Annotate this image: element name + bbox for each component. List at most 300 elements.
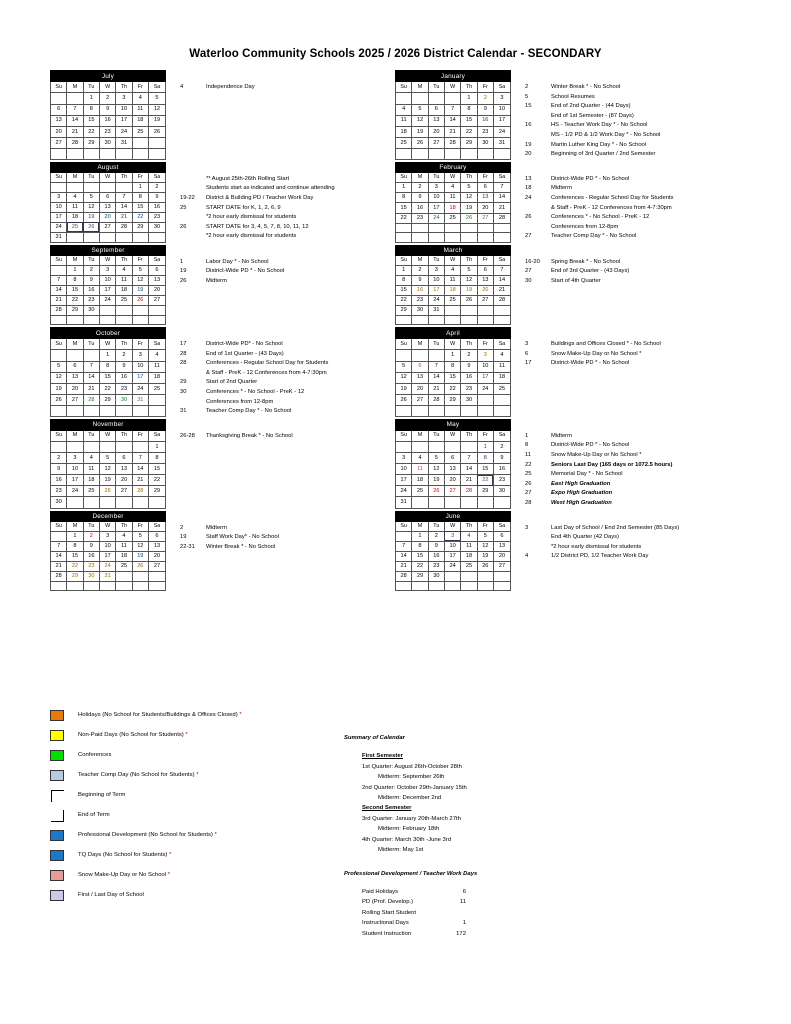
dow-header: Su <box>51 82 67 93</box>
month-row <box>0 327 791 417</box>
note-item <box>180 398 395 407</box>
note-text: Seniors Last Day (165 days or 1072.5 hours) <box>551 461 673 468</box>
note-date: 16 <box>525 122 532 129</box>
day-cell: 19 <box>148 115 165 126</box>
day-cell: 17 <box>116 115 132 126</box>
note-date: 18 <box>525 185 532 192</box>
day-cell <box>148 497 165 508</box>
day-cell: 4 <box>396 104 412 115</box>
day-cell: 25 <box>396 138 412 149</box>
day-cell: 4 <box>444 265 460 275</box>
day-cell: 13 <box>148 541 165 551</box>
note-text: West High Graduation <box>551 499 612 506</box>
day-cell: 14 <box>116 202 132 212</box>
day-cell: 12 <box>396 372 412 383</box>
day-cell <box>116 497 132 508</box>
note-item <box>525 543 740 552</box>
day-cell: 27 <box>116 486 132 497</box>
day-cell: 7 <box>444 104 460 115</box>
day-cell <box>493 305 510 315</box>
day-cell: 13 <box>493 541 510 551</box>
day-cell <box>148 581 165 590</box>
day-cell <box>83 149 99 159</box>
dow-header: Su <box>396 339 412 350</box>
dow-header: Su <box>396 430 412 441</box>
page-title: Waterloo Community Schools 2025 / 2026 District Calendar - SECONDARY <box>189 48 602 60</box>
note-item <box>180 213 395 222</box>
day-cell <box>132 315 148 324</box>
day-cell: 11 <box>444 193 460 203</box>
day-cell: 30 <box>477 138 493 149</box>
day-cell: 11 <box>83 464 99 475</box>
day-cell <box>428 581 444 590</box>
day-cell <box>51 441 67 452</box>
note-date: 26-28 <box>180 432 195 439</box>
note-date <box>180 232 206 241</box>
calendar-grid-area <box>0 70 791 591</box>
day-cell <box>444 571 460 581</box>
day-cell: 2 <box>83 531 99 541</box>
day-cell: 10 <box>477 361 493 372</box>
day-cell: 14 <box>444 115 460 126</box>
dow-header: Th <box>116 172 132 182</box>
day-cell: 25 <box>444 213 460 223</box>
month-table-april <box>395 327 511 417</box>
legend-label: Non-Paid Days (No School for Students) * <box>78 732 188 738</box>
day-cell <box>148 138 165 149</box>
note-text: End of 1st Quarter - (43 Days) <box>206 350 284 357</box>
dow-header: W <box>99 339 115 350</box>
day-cell: 24 <box>132 383 148 394</box>
day-cell: 7 <box>493 265 510 275</box>
day-cell: 6 <box>493 531 510 541</box>
dow-header: Fr <box>477 82 493 93</box>
note-date <box>525 543 551 552</box>
dow-header: Th <box>116 430 132 441</box>
note-item <box>525 141 740 150</box>
dow-header: Su <box>51 521 67 531</box>
legend-label: Teacher Comp Day (No School for Students) * <box>78 772 199 778</box>
note-date <box>180 398 206 407</box>
day-cell: 28 <box>396 571 412 581</box>
note-date: 15 <box>525 103 532 110</box>
note-text: Teacher Comp Day * - No School <box>206 408 292 415</box>
dow-header: Th <box>461 339 477 350</box>
note-item <box>180 258 395 267</box>
day-cell <box>99 149 115 159</box>
day-cell: 20 <box>493 551 510 561</box>
day-cell <box>477 497 493 508</box>
day-cell: 13 <box>412 372 428 383</box>
day-cell: 15 <box>444 372 460 383</box>
note-text: District-Wide PD * - No School <box>551 360 630 367</box>
day-cell: 12 <box>428 464 444 475</box>
day-cell <box>412 93 428 104</box>
dow-header: Th <box>116 255 132 265</box>
day-cell: 16 <box>428 551 444 561</box>
day-cell <box>67 350 83 361</box>
day-cell: 19 <box>461 203 477 213</box>
day-cell: 9 <box>116 361 132 372</box>
note-item <box>180 533 395 542</box>
day-cell: 23 <box>477 126 493 137</box>
dow-header: M <box>67 339 83 350</box>
note-text: START DATE for 3, 4, 5, 7, 8, 10, 11, 12 <box>206 223 309 230</box>
note-text: End of 1st Semester - (87 Days) <box>551 112 634 119</box>
day-cell <box>99 315 115 324</box>
dow-header: Sa <box>148 172 165 182</box>
day-cell: 2 <box>412 265 428 275</box>
day-cell: 9 <box>51 464 67 475</box>
day-cell: 26 <box>461 295 477 305</box>
day-cell: 7 <box>83 361 99 372</box>
day-cell <box>444 406 460 416</box>
day-cell: 8 <box>99 361 115 372</box>
day-cell <box>396 223 412 232</box>
note-item <box>180 378 395 387</box>
legend-item <box>50 765 242 785</box>
day-cell: 16 <box>412 203 428 213</box>
note-item <box>525 432 740 441</box>
dow-header: W <box>99 255 115 265</box>
dow-header: M <box>412 339 428 350</box>
dow-header: W <box>444 430 460 441</box>
day-cell: 22 <box>461 126 477 137</box>
day-cell: 24 <box>116 126 132 137</box>
day-cell: 1 <box>396 265 412 275</box>
dow-header: Tu <box>428 255 444 265</box>
legend-item <box>50 805 242 825</box>
day-cell: 14 <box>51 551 67 561</box>
day-cell: 13 <box>477 275 493 285</box>
month-row <box>0 162 791 243</box>
legend-swatch <box>50 890 64 901</box>
note-item <box>180 432 395 441</box>
note-date: 3 <box>525 524 529 531</box>
day-cell: 6 <box>148 265 165 275</box>
note-item <box>525 359 740 368</box>
dow-header: Fr <box>132 521 148 531</box>
day-cell: 9 <box>477 104 493 115</box>
day-cell <box>83 315 99 324</box>
legend-swatch <box>50 710 64 721</box>
day-cell: 29 <box>396 305 412 315</box>
day-cell: 1 <box>412 531 428 541</box>
day-cell <box>444 223 460 232</box>
note-item <box>525 204 740 213</box>
day-cell: 18 <box>444 285 460 295</box>
day-cell: 25 <box>116 295 132 305</box>
day-cell <box>132 138 148 149</box>
day-cell: 5 <box>99 453 115 464</box>
day-cell: 13 <box>67 372 83 383</box>
note-text: Conferences * - No School - PreK - 12 <box>551 214 650 221</box>
dow-header: M <box>67 430 83 441</box>
day-cell <box>396 93 412 104</box>
day-cell: 27 <box>148 561 165 571</box>
dow-header: Tu <box>83 255 99 265</box>
day-cell: 31 <box>428 305 444 315</box>
note-text: East High Graduation <box>551 480 611 487</box>
day-cell: 6 <box>412 361 428 372</box>
day-cell: 27 <box>67 395 83 406</box>
month-name: July <box>51 71 166 82</box>
day-cell: 28 <box>493 213 510 223</box>
day-cell: 12 <box>412 115 428 126</box>
summary-line: 1st Quarter: August 26th-October 28th <box>362 763 462 770</box>
note-item <box>525 480 740 489</box>
pd-label: Paid Holidays <box>362 888 399 895</box>
day-cell: 26 <box>99 486 115 497</box>
day-cell <box>67 581 83 590</box>
note-text: Midterm <box>206 524 227 531</box>
day-cell: 29 <box>477 486 493 497</box>
day-cell: 16 <box>116 372 132 383</box>
dow-header: Fr <box>477 339 493 350</box>
day-cell: 28 <box>83 395 99 406</box>
day-cell <box>396 149 412 159</box>
day-cell: 8 <box>132 192 148 202</box>
day-cell: 11 <box>461 541 477 551</box>
note-text: & Staff - PreK - 12 Conferences from 4-7:30pm <box>206 369 327 376</box>
day-cell: 25 <box>444 295 460 305</box>
summary-line: 3rd Quarter: January 20th-March 27th <box>362 815 461 822</box>
day-cell: 1 <box>83 93 99 104</box>
legend-item <box>50 745 242 765</box>
month-name: June <box>396 511 511 521</box>
day-cell <box>51 406 67 416</box>
day-cell: 11 <box>148 361 165 372</box>
summary-of-calendar <box>344 733 477 939</box>
note-text: Expo High Graduation <box>551 490 613 497</box>
note-item <box>525 102 740 111</box>
day-cell: 20 <box>477 285 493 295</box>
note-date: 25 <box>525 471 532 478</box>
day-cell: 19 <box>477 551 493 561</box>
month-name: October <box>51 328 166 339</box>
dow-header: Tu <box>83 430 99 441</box>
day-cell: 16 <box>477 115 493 126</box>
day-cell: 13 <box>99 202 115 212</box>
day-cell: 13 <box>51 115 67 126</box>
day-cell: 9 <box>461 361 477 372</box>
day-cell: 11 <box>132 104 148 115</box>
day-cell: 17 <box>428 203 444 213</box>
day-cell: 25 <box>461 561 477 571</box>
pd-value: 172 <box>456 930 466 937</box>
day-cell: 8 <box>477 453 493 464</box>
day-cell <box>51 581 67 590</box>
day-cell: 22 <box>67 295 83 305</box>
note-text: Martin Luther King Day * - No School <box>551 141 647 148</box>
note-text: End of 2nd Quarter - (44 Days) <box>551 103 631 110</box>
note-item <box>525 350 740 359</box>
day-cell: 15 <box>396 203 412 213</box>
day-cell <box>67 497 83 508</box>
month-block-july <box>50 70 395 160</box>
month-block-november <box>50 419 395 509</box>
month-notes-february <box>511 162 740 243</box>
day-cell <box>83 497 99 508</box>
day-cell <box>67 93 83 104</box>
day-cell: 8 <box>83 104 99 115</box>
day-cell: 30 <box>99 138 115 149</box>
dow-header: Th <box>461 521 477 531</box>
day-cell: 3 <box>444 531 460 541</box>
day-cell <box>461 441 477 452</box>
note-date: 2 <box>180 524 184 531</box>
day-cell <box>412 581 428 590</box>
day-cell <box>396 406 412 416</box>
day-cell: 3 <box>428 183 444 193</box>
dow-header: Th <box>116 339 132 350</box>
month-table-september <box>50 245 166 325</box>
dow-header: Sa <box>148 430 165 441</box>
dow-header: W <box>444 339 460 350</box>
month-name: January <box>396 71 511 82</box>
dow-header: Su <box>396 82 412 93</box>
dow-header: Sa <box>148 82 165 93</box>
day-cell: 2 <box>461 350 477 361</box>
day-cell: 15 <box>83 115 99 126</box>
note-item <box>525 470 740 479</box>
note-item <box>180 184 395 193</box>
day-cell: 21 <box>493 203 510 213</box>
day-cell: 3 <box>99 265 115 275</box>
day-cell: 23 <box>83 295 99 305</box>
dow-header: Fr <box>477 172 493 182</box>
day-cell: 13 <box>444 464 460 475</box>
day-cell: 3 <box>428 265 444 275</box>
day-cell <box>396 441 412 452</box>
day-cell <box>461 149 477 159</box>
day-cell: 26 <box>396 395 412 406</box>
day-cell: 26 <box>477 561 493 571</box>
day-cell: 28 <box>132 486 148 497</box>
day-cell: 15 <box>67 551 83 561</box>
day-cell <box>444 497 460 508</box>
note-item <box>180 350 395 359</box>
day-cell: 12 <box>83 202 99 212</box>
day-cell: 29 <box>99 395 115 406</box>
note-item <box>525 267 740 276</box>
dow-header: M <box>412 521 428 531</box>
month-table-january <box>395 70 511 160</box>
legend-item <box>50 845 242 865</box>
day-cell: 17 <box>51 212 67 222</box>
day-cell: 20 <box>477 203 493 213</box>
month-table-august <box>50 162 166 243</box>
month-notes-september <box>166 245 395 325</box>
day-cell: 6 <box>51 104 67 115</box>
day-cell: 22 <box>67 561 83 571</box>
day-cell: 16 <box>83 285 99 295</box>
pd-row <box>362 897 477 907</box>
note-text: Independence Day <box>206 84 255 90</box>
day-cell: 3 <box>67 453 83 464</box>
note-date <box>525 131 551 140</box>
day-cell <box>99 232 115 242</box>
dow-header: Fr <box>477 521 493 531</box>
day-cell: 5 <box>412 104 428 115</box>
day-cell <box>461 497 477 508</box>
day-cell <box>412 149 428 159</box>
day-cell: 5 <box>51 361 67 372</box>
note-date: 19-22 <box>180 194 195 201</box>
dow-header: Tu <box>83 339 99 350</box>
day-cell: 1 <box>67 531 83 541</box>
day-cell: 27 <box>51 138 67 149</box>
day-cell <box>396 233 412 243</box>
summary-line: Midterm: May 1st <box>378 847 424 854</box>
day-cell: 14 <box>428 372 444 383</box>
day-cell: 22 <box>444 383 460 394</box>
day-cell <box>148 571 165 581</box>
day-cell: 25 <box>83 486 99 497</box>
day-cell: 14 <box>67 115 83 126</box>
day-cell: 8 <box>396 193 412 203</box>
day-cell: 31 <box>116 138 132 149</box>
day-cell: 21 <box>67 126 83 137</box>
legend-label: Beginning of Term <box>78 792 126 798</box>
month-block-may <box>395 419 740 509</box>
day-cell <box>493 581 510 590</box>
day-cell: 26 <box>51 395 67 406</box>
day-cell: 30 <box>412 305 428 315</box>
day-cell: 10 <box>132 361 148 372</box>
month-table-october <box>50 327 166 417</box>
summary-line: Midterm: February 18th <box>378 826 440 833</box>
day-cell <box>428 233 444 243</box>
dow-header: Fr <box>132 430 148 441</box>
day-cell: 2 <box>99 93 115 104</box>
day-cell: 12 <box>51 372 67 383</box>
day-cell: 11 <box>396 115 412 126</box>
note-text: Midterm <box>551 185 572 192</box>
note-text: District-Wide PD * - No School <box>551 442 630 449</box>
day-cell: 4 <box>412 453 428 464</box>
day-cell: 9 <box>412 193 428 203</box>
legend-swatch <box>50 850 64 861</box>
note-date <box>180 184 206 193</box>
day-cell: 6 <box>477 183 493 193</box>
day-cell <box>444 149 460 159</box>
day-cell: 23 <box>412 213 428 223</box>
day-cell <box>444 581 460 590</box>
day-cell: 8 <box>67 275 83 285</box>
month-table-july <box>50 70 166 160</box>
pd-row <box>362 908 477 918</box>
month-block-march <box>395 245 740 325</box>
day-cell: 25 <box>412 486 428 497</box>
dow-header: Sa <box>148 339 165 350</box>
note-item <box>525 499 740 508</box>
day-cell: 25 <box>148 383 165 394</box>
note-date: 4 <box>180 84 184 90</box>
day-cell: 21 <box>116 212 132 222</box>
note-text: Memorial Day * - No School <box>551 471 623 478</box>
dow-header: Sa <box>493 82 510 93</box>
legend-item <box>50 785 242 805</box>
day-cell: 18 <box>116 551 132 561</box>
day-cell <box>396 531 412 541</box>
note-date: 4 <box>525 553 529 560</box>
day-cell <box>461 581 477 590</box>
day-cell: 3 <box>116 93 132 104</box>
note-date: 22-31 <box>180 543 195 550</box>
day-cell <box>493 233 510 243</box>
day-cell <box>444 233 460 243</box>
